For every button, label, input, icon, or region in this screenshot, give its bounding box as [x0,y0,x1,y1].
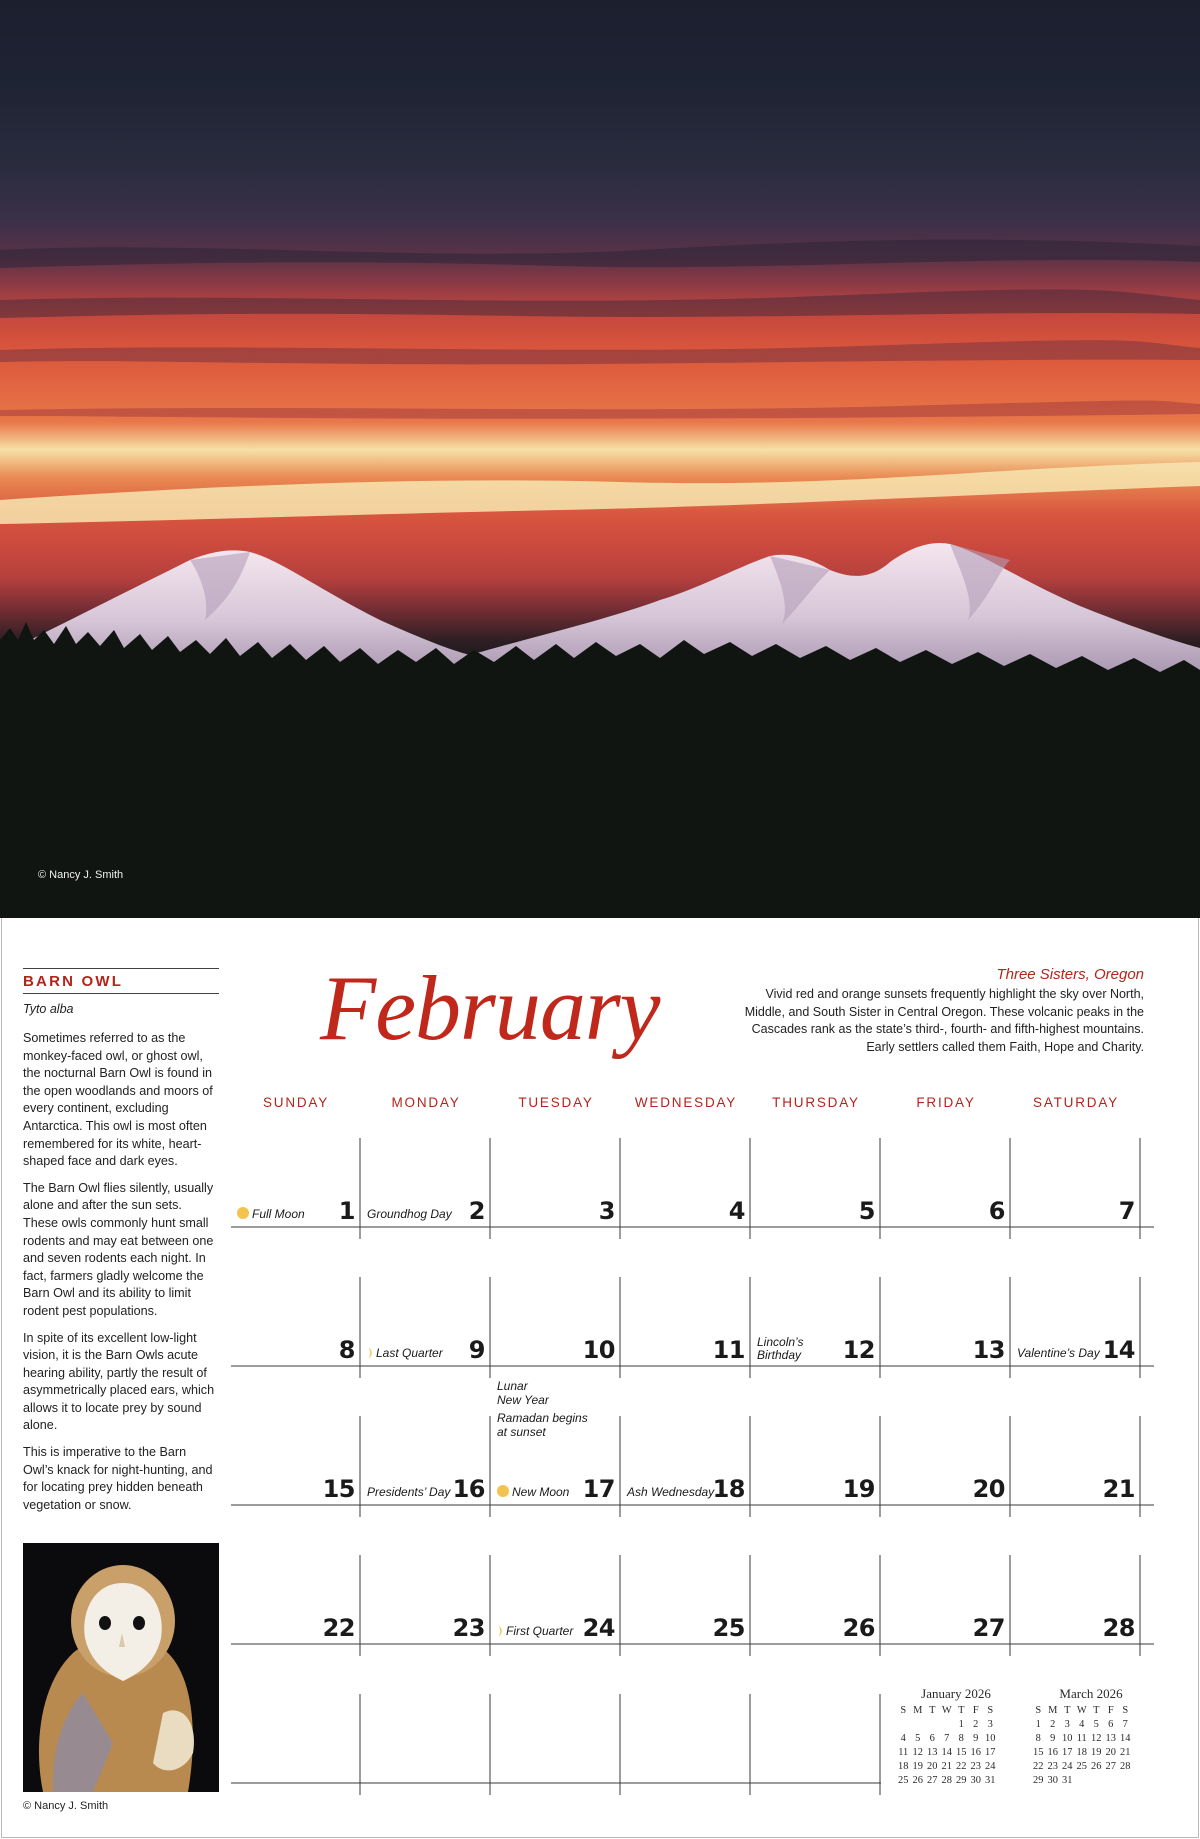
mini-calendar-day: 4 [1079,1719,1085,1730]
mini-calendar-week [896,1718,1016,1732]
day-number: 19 [842,1475,875,1503]
mini-calendar-day: 21 [941,1761,952,1772]
mini-calendar-day: 3 [987,1719,993,1730]
mini-calendar-day: 20 [927,1761,938,1772]
day-cell[interactable] [361,1276,491,1366]
day-number: 23 [452,1614,485,1642]
weekday-sunday: SUNDAY [262,1095,330,1110]
mini-calendar-day: 18 [898,1761,909,1772]
day-number: 1 [338,1197,355,1225]
mini-calendar-day: 8 [958,1733,964,1744]
day-cell[interactable] [1011,1554,1141,1644]
mini-calendar-day: 13 [927,1747,938,1758]
photo-credit: © Nancy J. Smith [38,869,124,881]
day-event: New Moon [497,1485,569,1499]
mini-calendar-day: 9 [1050,1733,1056,1744]
caption-title: Three Sisters, Oregon [996,966,1144,983]
day-number: 24 [582,1614,615,1642]
mini-calendar-day: 21 [1120,1747,1131,1758]
mini-calendar-day: 10 [1062,1733,1073,1744]
mini-calendar-day: 22 [1033,1761,1044,1772]
mini-calendar-day: 11 [1076,1733,1087,1744]
mini-calendar-day: T [1093,1705,1100,1716]
mini-calendar-week [896,1746,1016,1760]
mini-calendar-day: S [1122,1705,1129,1716]
day-number: 28 [1102,1614,1135,1642]
mini-calendar-day: W [1076,1705,1087,1716]
mini-calendar-day: 31 [985,1775,996,1786]
mini-calendar-day: F [1107,1705,1114,1716]
mini-calendar [896,1686,1016,1788]
day-cell[interactable] [361,1415,491,1505]
mini-calendar-week [1031,1774,1151,1788]
mini-calendar-day: 23 [1047,1761,1058,1772]
day-event: First Quarter [497,1624,573,1638]
mini-calendar-day: 19 [912,1761,923,1772]
day-number: 3 [598,1197,615,1225]
mini-calendar-day: 12 [912,1747,923,1758]
day-number: 21 [1102,1475,1135,1503]
mini-calendar-day: S [1035,1705,1042,1716]
weekday-monday: MONDAY [391,1095,461,1110]
day-cell[interactable] [621,1276,751,1366]
mini-calendar-day [911,1718,926,1732]
day-cell[interactable] [491,1554,621,1644]
sidebar-paragraph: In spite of its excellent low-light vision, it is the Barn Owls acute hearing ability, partly the result of asymmetrically placed ears, which allows it to locate prey by sound alone. [23,1330,215,1433]
mini-calendar-day: 5 [915,1733,921,1744]
day-number: 20 [972,1475,1005,1503]
mini-calendar-day: 16 [970,1747,981,1758]
day-notes [497,1379,588,1443]
mini-calendar-day: 25 [1076,1761,1087,1772]
mini-calendar-day: 1 [1035,1719,1041,1730]
sidebar-title: BARN OWL [23,973,124,990]
mini-calendar-day [925,1718,940,1732]
mini-calendar-header [896,1704,1016,1718]
mini-calendar-day: 2 [1050,1719,1056,1730]
mini-calendar-day: 6 [929,1733,935,1744]
mini-calendar-day: 17 [985,1747,996,1758]
mini-calendar-day: 26 [912,1775,923,1786]
mini-calendar-day: 14 [1120,1733,1131,1744]
day-number: 18 [712,1475,745,1503]
day-cell[interactable] [231,1554,361,1644]
mini-calendar-day: 13 [1105,1733,1116,1744]
landscape-photo [0,0,1200,918]
day-cell[interactable] [751,1137,881,1227]
mini-calendar-day: 29 [956,1775,967,1786]
mini-calendar-day: 1 [958,1719,964,1730]
mini-calendar-day: 7 [1122,1719,1128,1730]
weekday-friday: FRIDAY [916,1095,976,1110]
mini-calendar-day: 15 [1033,1747,1044,1758]
day-cell[interactable] [881,1554,1011,1644]
mini-calendar-day: 17 [1062,1747,1073,1758]
mini-calendar-day: 2 [973,1719,979,1730]
day-event: Groundhog Day [367,1207,452,1221]
day-number: 2 [468,1197,485,1225]
mini-calendar-title: March 2026 [1059,1686,1123,1701]
day-cell[interactable] [1011,1415,1141,1505]
mini-calendar-day: 4 [900,1733,906,1744]
day-cell[interactable] [491,1379,621,1505]
day-cell[interactable] [751,1554,881,1644]
day-number: 4 [728,1197,745,1225]
day-number: 13 [972,1336,1005,1364]
moon-quarter-icon [497,1626,503,1636]
day-cell[interactable] [491,1137,621,1227]
mini-calendar-day: 19 [1091,1747,1102,1758]
day-cell[interactable] [881,1276,1011,1366]
mini-calendar-day: 14 [941,1747,952,1758]
mini-calendar-day [896,1718,911,1732]
weekday-header-row [231,1095,1141,1115]
day-note: Lunar New Year [497,1379,549,1407]
mini-calendar-day: 16 [1047,1747,1058,1758]
mini-calendar-day: S [900,1705,907,1716]
caption-text: Vivid red and orange sunsets frequently highlight the sky over North, Middle, and South Sister in Central Oregon. These volcanic peaks in the Cascades rank as the state’s third-, fourth- and fifth-highest mountains. Early settlers called them Faith, Hope and Charity. [744,987,1144,1054]
weekday-tuesday: TUESDAY [518,1095,594,1110]
sidebar-article [23,968,219,1523]
mini-calendar-day: 6 [1108,1719,1114,1730]
mini-calendar-week [1031,1732,1151,1746]
photo-caption [732,966,1144,1056]
day-number: 14 [1102,1336,1135,1364]
mini-calendar-day [1089,1774,1104,1788]
day-number: 27 [972,1614,1005,1642]
mini-calendar-week [896,1732,1016,1746]
day-number: 8 [338,1336,355,1364]
day-note: Ramadan begins at sunset [497,1411,588,1439]
mini-calendar-day: 9 [973,1733,979,1744]
day-number: 25 [712,1614,745,1642]
moon-full-icon [497,1485,509,1497]
day-cell[interactable] [621,1415,751,1505]
mini-calendar-day: T [958,1705,965,1716]
mini-calendar-day: M [1048,1705,1058,1716]
day-cell[interactable] [1011,1276,1141,1366]
mini-calendar-week [1031,1760,1151,1774]
mini-calendar-day: 29 [1033,1775,1044,1786]
mini-calendar-day: 24 [985,1761,996,1772]
mini-calendar-day: W [941,1705,952,1716]
mini-calendar-day: 20 [1105,1747,1116,1758]
day-event: Last Quarter [367,1346,443,1360]
mini-calendar-day: 24 [1062,1761,1073,1772]
mini-calendar-day: 5 [1093,1719,1099,1730]
mini-calendar-day [940,1718,955,1732]
mini-calendar-day: T [929,1705,936,1716]
day-cell[interactable] [231,1276,361,1366]
day-cell[interactable] [881,1137,1011,1227]
mini-calendar-day: 12 [1091,1733,1102,1744]
mini-calendar-day: 22 [956,1761,967,1772]
mini-calendar-day: 23 [970,1761,981,1772]
day-cell[interactable] [231,1415,361,1505]
mini-calendar-day: 26 [1091,1761,1102,1772]
mini-calendar-day: T [1064,1705,1071,1716]
mini-calendar-day: 25 [898,1775,909,1786]
mini-calendar-day: 27 [927,1775,938,1786]
day-cell[interactable] [881,1415,1011,1505]
mini-calendar-day [1118,1774,1133,1788]
day-number: 22 [322,1614,355,1642]
mini-calendar-week [1031,1718,1151,1732]
day-number: 6 [988,1197,1005,1225]
day-number: 9 [468,1336,485,1364]
day-cell[interactable] [621,1137,751,1227]
weekday-thursday: THURSDAY [772,1095,860,1110]
mini-calendar-day [1075,1774,1090,1788]
day-number: 11 [712,1336,745,1364]
day-number: 16 [452,1475,485,1503]
mini-calendar-day: 28 [1120,1761,1131,1772]
day-cell[interactable] [491,1276,621,1366]
moon-full-icon [237,1207,249,1219]
owl-illustration [23,1543,219,1792]
day-cell[interactable] [231,1137,361,1227]
mini-calendar-week [896,1774,1016,1788]
sidebar-paragraph: This is imperative to the Barn Owl’s knack for night-hunting, and for locating prey hidden beneath vegetation or snow. [23,1445,213,1512]
day-cell[interactable] [621,1554,751,1644]
day-number: 15 [322,1475,355,1503]
day-event: Presidents’ Day [367,1485,451,1499]
mini-calendar-day: M [913,1705,923,1716]
mini-calendar-day: 18 [1076,1747,1087,1758]
day-cell[interactable] [361,1137,491,1227]
mini-calendar-day: 10 [985,1733,996,1744]
sidebar-paragraph: The Barn Owl flies silently, usually alone and after the sun sets. These owls commonly hunt small rodents and may eat between one and seven rodents each night. In fact, farmers gladly welcome the Barn Owl and its ability to limit rodent pest populations. [23,1180,214,1318]
day-number: 26 [842,1614,875,1642]
mini-calendar-day: 28 [941,1775,952,1786]
day-event: Full Moon [237,1207,305,1221]
day-event: Lincoln’s Birthday [757,1335,804,1362]
mini-calendar-day: 27 [1105,1761,1116,1772]
mini-calendar-day: 7 [944,1733,950,1744]
day-number: 10 [582,1336,615,1364]
mini-calendar-day: S [987,1705,994,1716]
barn-owl-photo [23,1543,219,1792]
mini-calendar-day: 11 [898,1747,909,1758]
mini-calendar-day: 15 [956,1747,967,1758]
mini-calendar [1031,1686,1151,1788]
mini-calendar-day: 31 [1062,1775,1073,1786]
mini-calendar-day: F [972,1705,979,1716]
day-cell[interactable] [1011,1137,1141,1227]
mini-calendar-day: 30 [1047,1775,1058,1786]
day-number: 5 [858,1197,875,1225]
day-event: Ash Wednesday [627,1485,715,1499]
sunset-mountains-illustration [0,0,1200,918]
day-number: 17 [582,1475,615,1503]
day-cell[interactable] [751,1276,881,1366]
day-number: 12 [842,1336,875,1364]
mini-calendar-week [896,1760,1016,1774]
mini-calendar-week [1031,1746,1151,1760]
mini-calendar-day: 8 [1035,1733,1041,1744]
month-title: February [320,957,660,1059]
owl-photo-credit: © Nancy J. Smith [23,1800,109,1812]
day-number: 7 [1118,1197,1135,1225]
day-cell[interactable] [361,1554,491,1644]
weekday-saturday: SATURDAY [1033,1095,1119,1110]
mini-calendar-day: 3 [1064,1719,1070,1730]
sidebar-latin-name: Tyto alba [23,1002,74,1016]
weekday-wednesday: WEDNESDAY [634,1095,738,1110]
day-cell[interactable] [751,1415,881,1505]
sidebar-paragraph: Sometimes referred to as the monkey-faced owl, or ghost owl, the nocturnal Barn Owl is found in the open woodlands and moors of every continent, excluding Antarctica. This owl is most often remembered for its white, heart-shaped face and dark eyes. [23,1031,213,1169]
mini-calendar-header [1031,1704,1151,1718]
sidebar-rule-bottom [23,993,219,994]
mini-calendar-day [1104,1774,1119,1788]
mini-calendar-day: 30 [970,1775,981,1786]
moon-quarter-icon [367,1348,373,1358]
mini-calendar-title: January 2026 [921,1686,991,1701]
day-event: Valentine’s Day [1017,1346,1100,1360]
